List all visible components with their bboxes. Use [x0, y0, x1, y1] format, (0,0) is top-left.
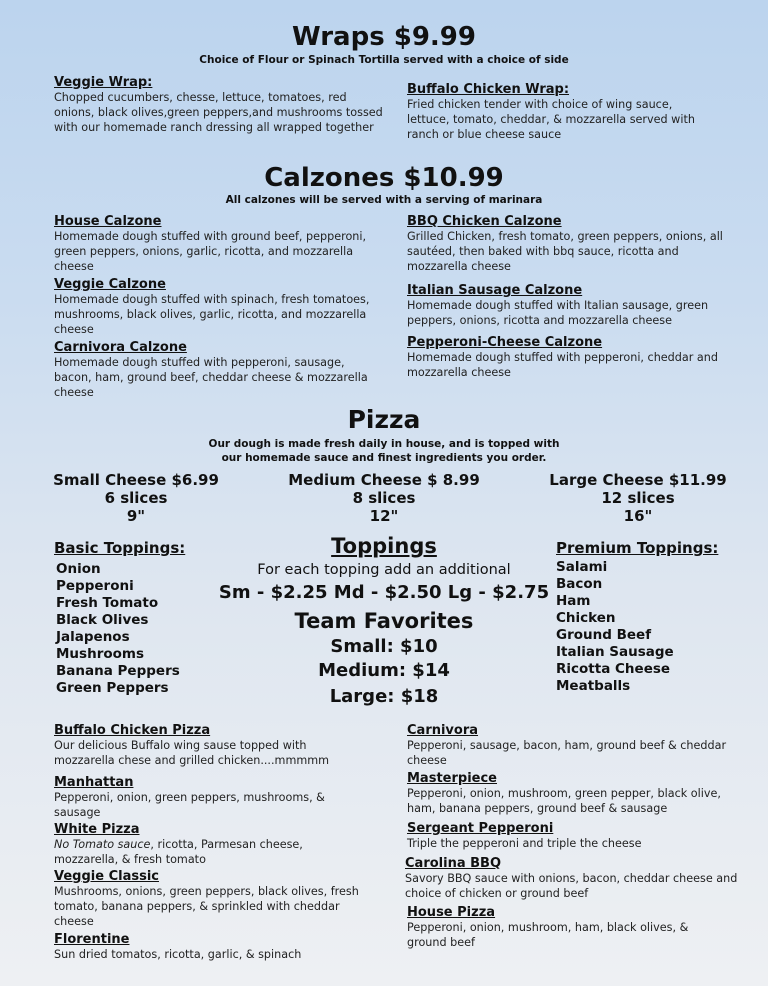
- item-description: Homemade dough stuffed with pepperoni, cheddar and mozzarella cheese: [407, 351, 718, 379]
- list-item: Fresh Tomato: [56, 595, 159, 611]
- item-name: Veggie Wrap:: [54, 75, 153, 90]
- list-item: Black Olives: [56, 612, 149, 628]
- list-item: Meatballs: [556, 678, 631, 694]
- item-name: Pepperoni-Cheese Calzone: [407, 335, 603, 350]
- list-item: Bacon: [556, 576, 603, 592]
- list-item: Chicken: [556, 610, 616, 626]
- list-item: Ham: [556, 593, 591, 609]
- wraps-subtitle: Choice of Flour or Spinach Tortilla served with a choice of side: [199, 54, 569, 66]
- list-item: Ricotta Cheese: [556, 661, 671, 677]
- basic-toppings-heading: Basic Toppings:: [54, 539, 186, 557]
- size-diameter: 12": [369, 507, 399, 525]
- item-name: Italian Sausage Calzone: [407, 283, 583, 298]
- menu-item-bbq-chicken-calzone: [407, 214, 727, 274]
- menu-item-veggie-calzone: [54, 277, 374, 337]
- size-name: Small Cheese $6.99: [53, 471, 219, 489]
- list-item: Salami: [556, 559, 608, 575]
- pizza-subtitle: [0, 437, 768, 465]
- item-name: Carolina BBQ: [405, 856, 501, 871]
- pizza-item-veggie-classic: [54, 869, 364, 929]
- team-favorite-small: Small: $10: [330, 636, 438, 657]
- item-description: Pepperoni, onion, mushroom, green pepper, black olive, ham, banana peppers, ground beef & sausage: [407, 787, 721, 815]
- size-diameter: 9": [126, 507, 146, 525]
- size-slices: 6 slices: [104, 489, 168, 507]
- item-name: Carnivora Calzone: [54, 340, 187, 355]
- item-description: Our delicious Buffalo wing sause topped with mozzarella chese and grilled chicken....mmmmm: [54, 739, 330, 767]
- basic-toppings-list: [56, 561, 180, 697]
- item-description: Homemade dough stuffed with spinach, fresh tomatoes, mushrooms, black olives, garlic, ricotta, and mozzarella cheese: [54, 293, 370, 336]
- item-name: Florentine: [54, 932, 130, 947]
- pizza-item-manhattan: [54, 775, 364, 820]
- pizza-subtitle-line2: our homemade sauce and finest ingredients you order.: [221, 452, 547, 464]
- item-name: Buffalo Chicken Wrap:: [407, 82, 570, 97]
- item-description: Sun dried tomatos, ricotta, garlic, & spinach: [54, 948, 302, 961]
- pizza-item-white-pizza: [54, 822, 364, 867]
- pizza-item-carnivora: [407, 723, 727, 768]
- item-description: Homemade dough stuffed with ground beef, pepperoni, green peppers, onions, garlic, ricotta, and mozzarella cheese: [54, 230, 367, 273]
- menu-item-italian-sausage-calzone: [407, 283, 737, 328]
- item-name: Manhattan: [54, 775, 134, 790]
- menu-item-house-calzone: [54, 214, 374, 274]
- pizza-item-carolina-bbq: [405, 856, 745, 901]
- menu-item-pepperoni-cheese-calzone: [407, 335, 727, 380]
- menu-item-buffalo-chicken-wrap: [407, 82, 707, 142]
- item-description: Fried chicken tender with choice of wing sauce, lettuce, tomato, cheddar, & mozzarella served with ranch or blue cheese sauce: [407, 98, 695, 141]
- item-description: Triple the pepperoni and triple the cheese: [407, 837, 642, 850]
- item-name: White Pizza: [54, 822, 140, 837]
- pizza-size-medium: [264, 471, 504, 525]
- item-description: Mushrooms, onions, green peppers, black olives, fresh tomato, banana peppers, & sprinkled with cheddar cheese: [54, 885, 359, 928]
- item-description: Grilled Chicken, fresh tomato, green peppers, onions, all sautéed, then baked with bbq sauce, ricotta and mozzarella cheese: [407, 230, 723, 273]
- calzones-subtitle: All calzones will be served with a serving of marinara: [225, 194, 543, 206]
- item-description-italic: No Tomato sauce: [54, 838, 151, 851]
- wraps-heading: Wraps $9.99: [292, 22, 476, 52]
- item-description: Homemade dough stuffed with Italian sausage, green peppers, onions, ricotta and mozzarella cheese: [407, 299, 709, 327]
- size-slices: 12 slices: [601, 489, 675, 507]
- item-description: Pepperoni, onion, green peppers, mushrooms, & sausage: [54, 791, 325, 819]
- list-item: Ground Beef: [556, 627, 652, 643]
- premium-toppings-heading: Premium Toppings:: [556, 539, 719, 557]
- list-item: Jalapenos: [56, 629, 130, 645]
- calzones-heading: Calzones $10.99: [264, 163, 504, 193]
- team-favorite-medium: Medium: $14: [318, 660, 450, 681]
- toppings-note: For each topping add an additional: [257, 562, 511, 578]
- menu-item-veggie-wrap: [54, 75, 389, 135]
- pizza-subtitle-line1: Our dough is made fresh daily in house, and is topped with: [208, 438, 560, 450]
- item-name: Veggie Classic: [54, 869, 159, 884]
- item-description: Homemade dough stuffed with pepperoni, sausage, bacon, ham, ground beef, cheddar cheese & mozzarella cheese: [54, 356, 368, 399]
- toppings-heading: Toppings: [331, 534, 437, 558]
- list-item: Green Peppers: [56, 680, 169, 696]
- pizza-item-house-pizza: [407, 905, 727, 950]
- pizza-heading: Pizza: [347, 405, 421, 434]
- pizza-item-sergeant-pepperoni: [407, 821, 727, 851]
- size-diameter: 16": [623, 507, 653, 525]
- list-item: Onion: [56, 561, 101, 577]
- item-description-rest: , ricotta, Parmesan cheese, mozzarella, & fresh tomato: [54, 838, 303, 866]
- pizza-item-florentine: [54, 932, 364, 962]
- toppings-prices: Sm - $2.25 Md - $2.50 Lg - $2.75: [218, 582, 550, 603]
- item-name: Carnivora: [407, 723, 479, 738]
- item-name: Masterpiece: [407, 771, 497, 786]
- list-item: Pepperoni: [56, 578, 134, 594]
- item-name: Sergeant Pepperoni: [407, 821, 554, 836]
- item-description: Chopped cucumbers, chesse, lettuce, tomatoes, red onions, black olives,green peppers,and mushrooms tossed with our homemade ranch dressing all wrapped together: [54, 91, 383, 134]
- item-name: House Calzone: [54, 214, 162, 229]
- list-item: Banana Peppers: [56, 663, 180, 679]
- pizza-size-small: [16, 471, 256, 525]
- team-favorites-heading: Team Favorites: [294, 609, 474, 633]
- item-description: Pepperoni, onion, mushroom, ham, black olives, & ground beef: [407, 921, 689, 949]
- item-description: Savory BBQ sauce with onions, bacon, cheddar cheese and choice of chicken or ground beef: [405, 872, 738, 900]
- item-name: BBQ Chicken Calzone: [407, 214, 562, 229]
- item-name: Buffalo Chicken Pizza: [54, 723, 211, 738]
- list-item: Italian Sausage: [556, 644, 674, 660]
- pizza-item-masterpiece: [407, 771, 737, 816]
- item-description: [54, 837, 364, 867]
- item-description: Pepperoni, sausage, bacon, ham, ground beef & cheddar cheese: [407, 739, 727, 767]
- list-item: Mushrooms: [56, 646, 145, 662]
- menu-item-carnivora-calzone: [54, 340, 374, 400]
- team-favorite-large: Large: $18: [329, 686, 439, 707]
- pizza-size-large: [518, 471, 758, 525]
- premium-toppings-list: [556, 559, 674, 695]
- pizza-item-buffalo-chicken: [54, 723, 364, 768]
- item-name: Veggie Calzone: [54, 277, 166, 292]
- size-name: Medium Cheese $ 8.99: [288, 471, 480, 489]
- size-slices: 8 slices: [352, 489, 416, 507]
- size-name: Large Cheese $11.99: [549, 471, 727, 489]
- item-name: House Pizza: [407, 905, 496, 920]
